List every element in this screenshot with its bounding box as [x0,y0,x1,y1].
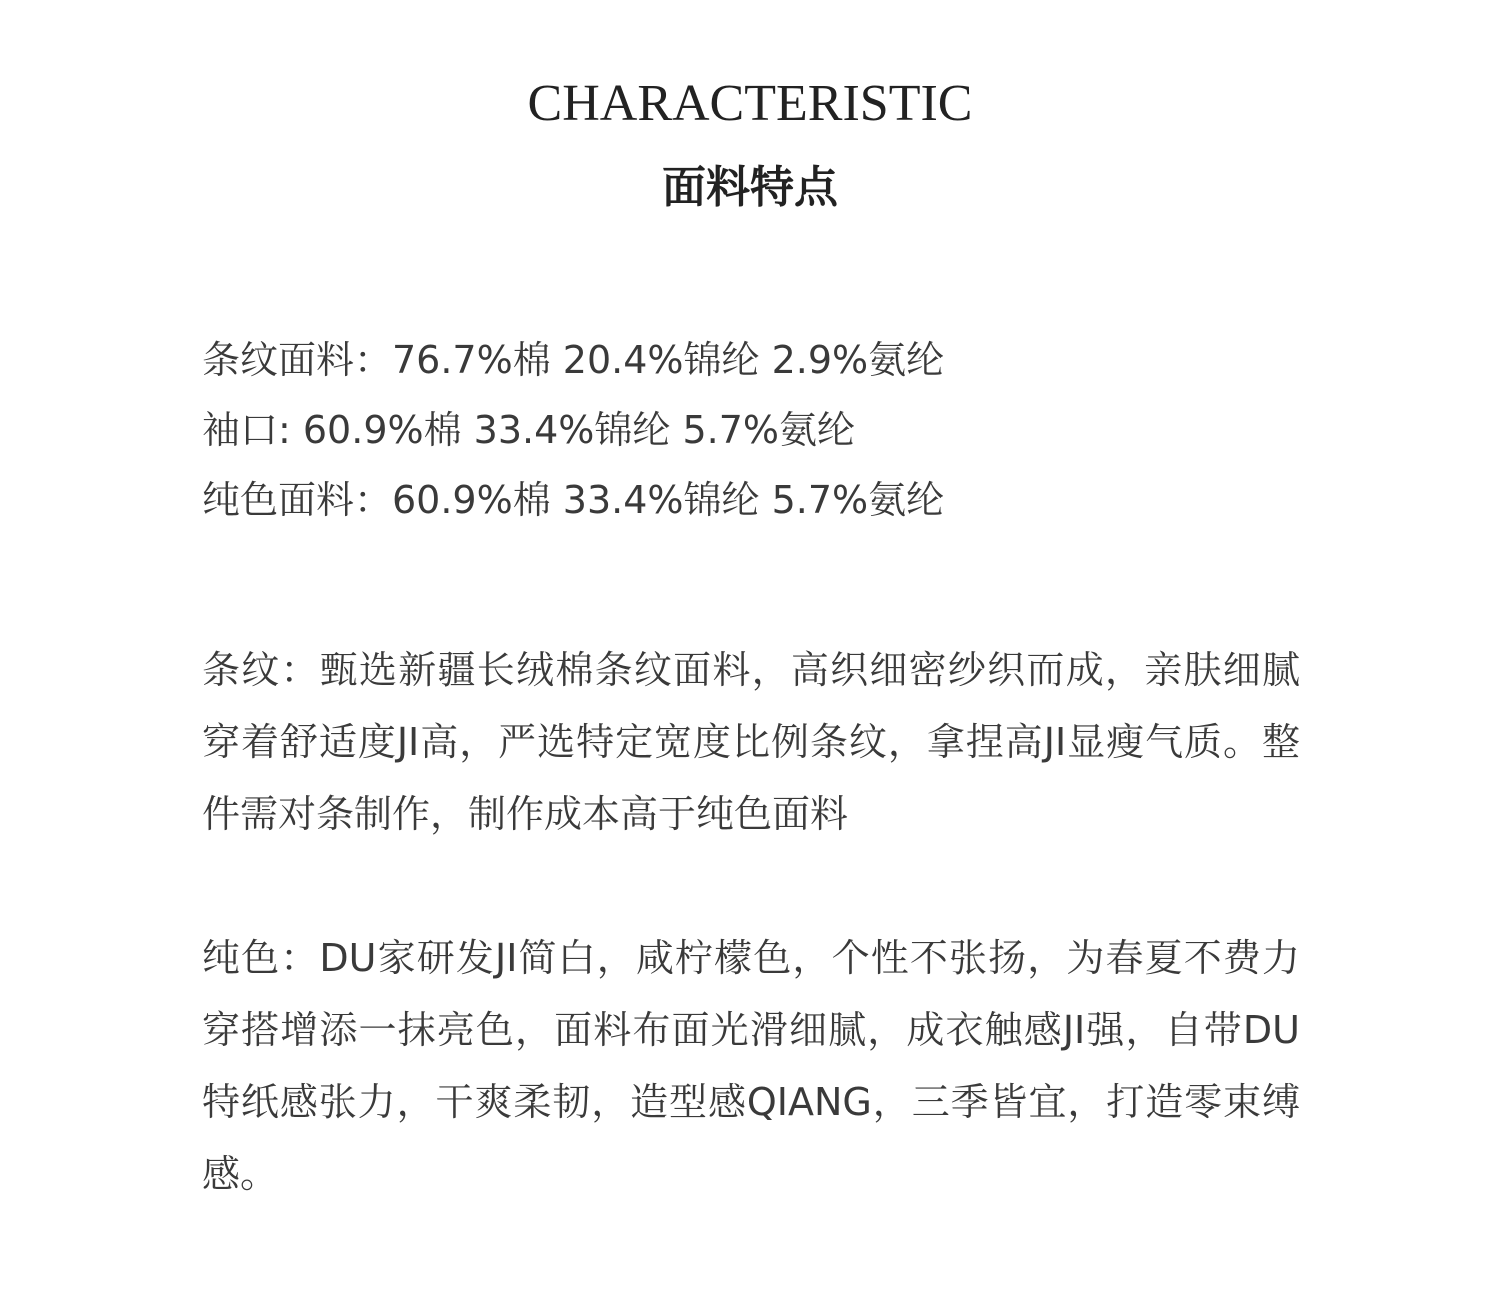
solid-fabric-description: 纯色：DU家研发JI简白，咸柠檬色，个性不张扬，为春夏不费力穿搭增添一抹亮色，面料布面光滑细腻，成衣触感JI强，自带DU特纸感张力，干爽柔韧，造型感QIANG，三季皆宜，打造零束缚感。 [202,936,1300,1196]
composition-solid-fabric: 纯色面料：60.9%棉 33.4%锦纶 5.7%氨纶 [202,478,945,522]
fabric-composition-list [202,325,1322,535]
stripe-fabric-description: 条纹：甄选新疆长绒棉条纹面料，高织细密纱织而成，亲肤细腻穿着舒适度JI高，严选特定宽度比例条纹，拿捏高JI显瘦气质。整件需对条制作，制作成本高于纯色面料 [202,648,1300,836]
section-title-english: CHARACTERISTIC [527,75,973,132]
composition-stripe-fabric: 条纹面料：76.7%棉 20.4%锦纶 2.9%氨纶 [202,338,945,382]
composition-cuff: 袖口: 60.9%棉 33.4%锦纶 5.7%氨纶 [202,408,856,452]
section-title-chinese: 面料特点 [662,162,838,213]
